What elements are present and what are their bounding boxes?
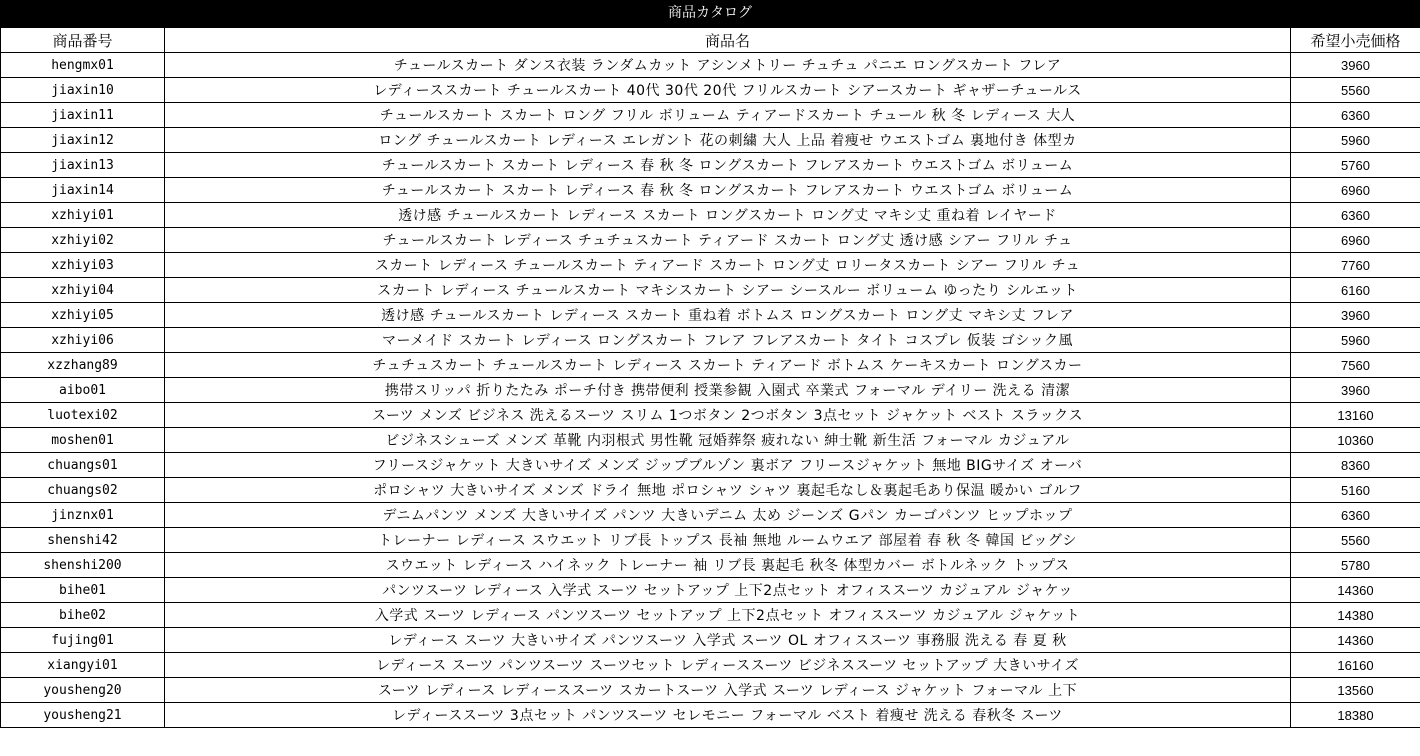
product-code-cell: jiaxin10 [1, 78, 165, 103]
product-code-cell: hengmx01 [1, 53, 165, 78]
product-name-cell: ポロシャツ 大きいサイズ メンズ ドライ 無地 ポロシャツ シャツ 裏起毛なし＆裏起毛あり保温 暖かい ゴルフ [165, 478, 1291, 503]
table-row [1, 278, 1420, 303]
price-cell: 13160 [1291, 403, 1420, 428]
product-name-cell: スーツ メンズ ビジネス 洗えるスーツ スリム 1つボタン 2つボタン 3点セット ジャケット ベスト スラックス [165, 403, 1291, 428]
header-row [1, 28, 1420, 53]
table-row [1, 653, 1420, 678]
column-header-price: 希望小売価格 [1291, 28, 1420, 53]
table-row [1, 478, 1420, 503]
table-row [1, 453, 1420, 478]
price-cell: 18380 [1291, 703, 1420, 728]
product-code-cell: xzhiyi06 [1, 328, 165, 353]
table-row [1, 203, 1420, 228]
price-cell: 10360 [1291, 428, 1420, 453]
price-cell: 5560 [1291, 78, 1420, 103]
product-name-cell: マーメイド スカート レディース ロングスカート フレア フレアスカート タイト コスプレ 仮装 ゴシック風 [165, 328, 1291, 353]
table-row [1, 353, 1420, 378]
product-name-cell: チュールスカート スカート ロング フリル ボリューム ティアードスカート チュール 秋 冬 レディース 大人 [165, 103, 1291, 128]
price-cell: 6960 [1291, 228, 1420, 253]
table-row [1, 603, 1420, 628]
price-cell: 13560 [1291, 678, 1420, 703]
table-row [1, 678, 1420, 703]
table-row [1, 103, 1420, 128]
catalog-table [0, 27, 1420, 728]
product-name-cell: スウエット レディース ハイネック トレーナー 袖 リブ長 裏起毛 秋冬 体型カバー ボトルネック トップス [165, 553, 1291, 578]
product-name-cell: レディース スーツ 大きいサイズ パンツスーツ 入学式 スーツ OL オフィススーツ 事務服 洗える 春 夏 秋 [165, 628, 1291, 653]
product-code-cell: bihe02 [1, 603, 165, 628]
table-row [1, 428, 1420, 453]
product-code-cell: fujing01 [1, 628, 165, 653]
product-name-cell: フリースジャケット 大きいサイズ メンズ ジップブルゾン 裏ボア フリースジャケット 無地 BIGサイズ オーバ [165, 453, 1291, 478]
price-cell: 6160 [1291, 278, 1420, 303]
price-cell: 14360 [1291, 628, 1420, 653]
price-cell: 7560 [1291, 353, 1420, 378]
price-cell: 5560 [1291, 528, 1420, 553]
product-code-cell: jiaxin11 [1, 103, 165, 128]
table-row [1, 703, 1420, 728]
table-row [1, 503, 1420, 528]
product-code-cell: shenshi200 [1, 553, 165, 578]
table-row [1, 578, 1420, 603]
product-name-cell: チュールスカート スカート レディース 春 秋 冬 ロングスカート フレアスカート ウエストゴム ボリューム [165, 153, 1291, 178]
product-code-cell: xzzhang89 [1, 353, 165, 378]
price-cell: 5760 [1291, 153, 1420, 178]
column-header-name: 商品名 [165, 28, 1291, 53]
price-cell: 5960 [1291, 328, 1420, 353]
product-code-cell: moshen01 [1, 428, 165, 453]
table-row [1, 78, 1420, 103]
price-cell: 5960 [1291, 128, 1420, 153]
table-body [1, 53, 1420, 728]
column-header-code: 商品番号 [1, 28, 165, 53]
product-code-cell: chuangs01 [1, 453, 165, 478]
product-code-cell: xzhiyi02 [1, 228, 165, 253]
table-row [1, 553, 1420, 578]
product-code-cell: yousheng21 [1, 703, 165, 728]
price-cell: 5160 [1291, 478, 1420, 503]
price-cell: 6960 [1291, 178, 1420, 203]
product-code-cell: aibo01 [1, 378, 165, 403]
product-code-cell: luotexi02 [1, 403, 165, 428]
table-row [1, 178, 1420, 203]
product-name-cell: 入学式 スーツ レディース パンツスーツ セットアップ 上下2点セット オフィススーツ カジュアル ジャケット [165, 603, 1291, 628]
price-cell: 3960 [1291, 53, 1420, 78]
table-row [1, 628, 1420, 653]
table-row [1, 303, 1420, 328]
table-row [1, 528, 1420, 553]
price-cell: 6360 [1291, 103, 1420, 128]
product-name-cell: スーツ レディース レディーススーツ スカートスーツ 入学式 スーツ レディース ジャケット フォーマル 上下 [165, 678, 1291, 703]
product-code-cell: jiaxin14 [1, 178, 165, 203]
product-name-cell: パンツスーツ レディース 入学式 スーツ セットアップ 上下2点セット オフィススーツ カジュアル ジャケッ [165, 578, 1291, 603]
product-name-cell: 携帯スリッパ 折りたたみ ポーチ付き 携帯便利 授業参観 入園式 卒業式 フォーマル デイリー 洗える 清潔 [165, 378, 1291, 403]
product-code-cell: bihe01 [1, 578, 165, 603]
price-cell: 7760 [1291, 253, 1420, 278]
price-cell: 6360 [1291, 503, 1420, 528]
table-row [1, 403, 1420, 428]
product-code-cell: xzhiyi05 [1, 303, 165, 328]
price-cell: 6360 [1291, 203, 1420, 228]
product-code-cell: jinznx01 [1, 503, 165, 528]
product-name-cell: スカート レディース チュールスカート マキシスカート シアー シースルー ボリューム ゆったり シルエット [165, 278, 1291, 303]
product-name-cell: チュチュスカート チュールスカート レディース スカート ティアード ボトムス ケーキスカート ロングスカー [165, 353, 1291, 378]
table-row [1, 328, 1420, 353]
product-name-cell: レディーススカート チュールスカート 40代 30代 20代 フリルスカート シアースカート ギャザーチュールス [165, 78, 1291, 103]
product-name-cell: チュールスカート レディース チュチュスカート ティアード スカート ロング丈 透け感 シアー フリル チュ [165, 228, 1291, 253]
table-row [1, 53, 1420, 78]
product-name-cell: レディース スーツ パンツスーツ スーツセット レディーススーツ ビジネススーツ セットアップ 大きいサイズ [165, 653, 1291, 678]
price-cell: 8360 [1291, 453, 1420, 478]
price-cell: 3960 [1291, 303, 1420, 328]
price-cell: 3960 [1291, 378, 1420, 403]
price-cell: 14380 [1291, 603, 1420, 628]
table-row [1, 153, 1420, 178]
table-row [1, 128, 1420, 153]
product-code-cell: yousheng20 [1, 678, 165, 703]
product-code-cell: chuangs02 [1, 478, 165, 503]
product-name-cell: トレーナー レディース スウエット リブ長 トップス 長袖 無地 ルームウエア 部屋着 春 秋 冬 韓国 ビッグシ [165, 528, 1291, 553]
product-name-cell: 透け感 チュールスカート レディース スカート ロングスカート ロング丈 マキシ丈 重ね着 レイヤード [165, 203, 1291, 228]
product-code-cell: xzhiyi01 [1, 203, 165, 228]
product-name-cell: チュールスカート スカート レディース 春 秋 冬 ロングスカート フレアスカート ウエストゴム ボリューム [165, 178, 1291, 203]
product-code-cell: xzhiyi04 [1, 278, 165, 303]
table-row [1, 378, 1420, 403]
product-code-cell: jiaxin12 [1, 128, 165, 153]
product-name-cell: 透け感 チュールスカート レディース スカート 重ね着 ボトムス ロングスカート ロング丈 マキシ丈 フレア [165, 303, 1291, 328]
product-name-cell: スカート レディース チュールスカート ティアード スカート ロング丈 ロリータスカート シアー フリル チュ [165, 253, 1291, 278]
product-code-cell: xzhiyi03 [1, 253, 165, 278]
product-name-cell: ロング チュールスカート レディース エレガント 花の刺繍 大人 上品 着痩せ ウエストゴム 裏地付き 体型カ [165, 128, 1291, 153]
product-code-cell: xiangyi01 [1, 653, 165, 678]
table-row [1, 228, 1420, 253]
price-cell: 16160 [1291, 653, 1420, 678]
product-name-cell: ビジネスシューズ メンズ 革靴 内羽根式 男性靴 冠婚葬祭 疲れない 紳士靴 新生活 フォーマル カジュアル [165, 428, 1291, 453]
catalog-title: 商品カタログ [0, 0, 1420, 27]
product-code-cell: shenshi42 [1, 528, 165, 553]
price-cell: 14360 [1291, 578, 1420, 603]
table-row [1, 253, 1420, 278]
product-name-cell: レディーススーツ 3点セット パンツスーツ セレモニー フォーマル ベスト 着痩せ 洗える 春秋冬 スーツ [165, 703, 1291, 728]
product-name-cell: チュールスカート ダンス衣装 ランダムカット アシンメトリー チュチュ パニエ ロングスカート フレア [165, 53, 1291, 78]
product-code-cell: jiaxin13 [1, 153, 165, 178]
price-cell: 5780 [1291, 553, 1420, 578]
product-name-cell: デニムパンツ メンズ 大きいサイズ パンツ 大きいデニム 太め ジーンズ Gパン カーゴパンツ ヒップホップ [165, 503, 1291, 528]
